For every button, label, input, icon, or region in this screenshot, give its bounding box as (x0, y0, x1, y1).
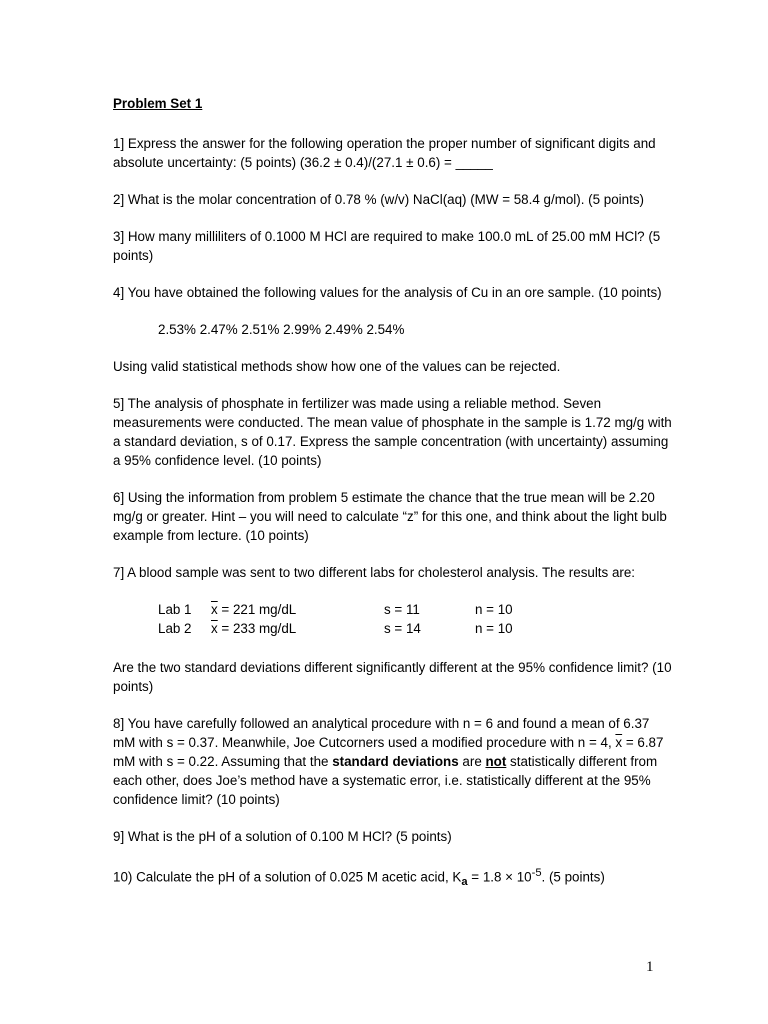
question-8-text: 8] You have carefully followed an analytical procedure with n = 6 and found a mean of 6.37 mM with s = 0.37. Meanwhile, Joe Cutcorners used a modified procedure with n = 4, (113, 716, 650, 750)
question-8 (113, 714, 673, 809)
question-3: 3] How many milliliters of 0.1000 M HCl are required to make 100.0 mL of 25.00 mM HCl? (5 points) (113, 229, 661, 263)
question-7-question: Are the two standard deviations different significantly different at the 95% confidence limit? (10 points) (113, 660, 672, 694)
xbar-symbol: $\overline{x}$ (211, 602, 218, 617)
question-8-text: are (458, 754, 486, 769)
subscript-a: a (461, 876, 468, 889)
question-1: 1] Express the answer for the following operation the proper number of significant digits and absolute uncertainty: (5 points) (36.2 ± 0.4)/(27.1 ± 0.6) = _____ (113, 136, 656, 170)
lab-name: Lab 1 (158, 602, 192, 617)
question-4: 4] You have obtained the following values for the analysis of Cu in an ore sample. (10 points) (113, 285, 662, 300)
lab-mean (211, 619, 384, 638)
lab-mean-value: = 233 mg/dL (217, 621, 297, 636)
lab-n: n = 10 (475, 621, 513, 636)
lab-mean-value: = 221 mg/dL (217, 602, 297, 617)
page-number: 1 (646, 959, 654, 975)
question-8-text: statistically different from each other, does Joe’s method have a systematic error, i.e. statistically different at the 95% confidence limit? (10 points) (113, 754, 658, 807)
question-10 (113, 864, 673, 892)
bold-term: standard deviations (332, 754, 459, 769)
xbar-symbol: $\overline{x}$ (211, 621, 218, 636)
question-10-text: 10) Calculate the pH of a solution of 0.025 M acetic acid, K (113, 869, 462, 885)
question-8-text: = 6.87 mM with s = 0.22. Assuming that the (113, 735, 664, 769)
question-5: 5] The analysis of phosphate in fertilizer was made using a reliable method. Seven measurements were conducted. The mean value of phosphate in the sample is 1.72 mg/g with a standard deviation, s of 0.17. Express the sample concentration (with uncertainty) assuming a 95% confidence level. (10 points) (113, 396, 672, 468)
question-7: 7] A blood sample was sent to two different labs for cholesterol analysis. The results are: (113, 565, 636, 580)
xbar-symbol: $\overline{x}$ (615, 735, 623, 750)
question-10-text: = 1.8 × 10 (467, 869, 532, 885)
lab-std-dev: s = 11 (384, 602, 420, 617)
lab-name: Lab 2 (158, 621, 192, 636)
document-title: Problem Set 1 (113, 96, 203, 111)
document-page (113, 94, 673, 910)
question-6: 6] Using the information from problem 5 estimate the chance that the true mean will be 2.20 mg/g or greater. Hint – you will need to calculate “z” for this one, and think about the light bulb example from lecture. (10 points) (113, 490, 667, 543)
question-9: 9] What is the pH of a solution of 0.100 M HCl? (5 points) (113, 829, 452, 844)
question-4-values: 2.53% 2.47% 2.51% 2.99% 2.49% 2.54% (158, 322, 405, 337)
table-row (158, 619, 513, 638)
question-2: 2] What is the molar concentration of 0.78 % (w/v) NaCl(aq) (MW = 58.4 g/mol). (5 points) (113, 192, 644, 207)
underlined-term: not (485, 754, 507, 769)
question-10-text: . (5 points) (541, 869, 605, 885)
lab-results-table (158, 600, 513, 638)
lab-mean (211, 600, 384, 619)
lab-n: n = 10 (475, 602, 513, 617)
superscript-exponent: -5 (531, 867, 542, 879)
question-4-instruction: Using valid statistical methods show how one of the values can be rejected. (113, 359, 561, 374)
lab-std-dev: s = 14 (384, 621, 421, 636)
table-row (158, 600, 513, 619)
